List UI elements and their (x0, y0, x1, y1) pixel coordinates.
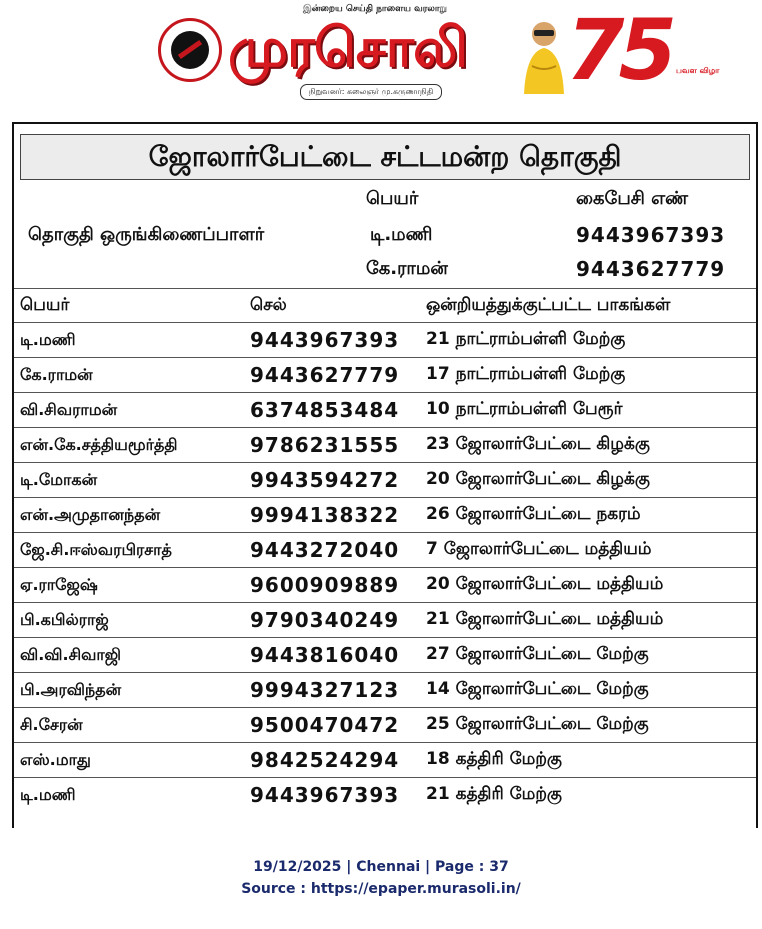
cell-phone: 9500470472 (244, 708, 420, 743)
table-row (14, 603, 756, 638)
cell-name: டி.மணி (14, 323, 244, 358)
coordinator-name: கே.ராமன் (366, 258, 448, 279)
constituency-title: ஜோலார்பேட்டை சட்டமன்ற தொகுதி (20, 134, 750, 180)
cell-name: வி.சிவராமன் (14, 393, 244, 428)
column-header-name: பெயர் (14, 289, 244, 323)
table-row (14, 323, 756, 358)
cell-parts: 26 ஜோலார்பேட்டை நகரம் (420, 498, 756, 533)
cell-phone: 9786231555 (244, 428, 420, 463)
cell-phone: 9842524294 (244, 743, 420, 778)
cell-name: டி.மோகன் (14, 463, 244, 498)
cell-name: எஸ்.மாது (14, 743, 244, 778)
cell-parts: 17 நாட்ராம்பள்ளி மேற்கு (420, 358, 756, 393)
cell-parts: 21 நாட்ராம்பள்ளி மேற்கு (420, 323, 756, 358)
cell-name: பி.அரவிந்தன் (14, 673, 244, 708)
page-footer (0, 856, 762, 900)
column-header-parts: ஒன்றியத்துக்குட்பட்ட பாகங்கள் (420, 289, 756, 323)
cell-parts: 21 கத்திரி மேற்கு (420, 778, 756, 813)
coordinator-phone: 9443627779 (576, 257, 726, 281)
founder-caption: நிறுவனர்: கலைஞர் மு.கருணாநிதி (300, 84, 442, 100)
anniversary-number: 75 (566, 1, 671, 99)
cell-phone: 9994327123 (244, 673, 420, 708)
cell-parts: 20 ஜோலார்பேட்டை மத்தியம் (420, 568, 756, 603)
cell-phone: 6374853484 (244, 393, 420, 428)
cell-parts: 23 ஜோலார்பேட்டை கிழக்கு (420, 428, 756, 463)
coordinator-section (14, 184, 756, 284)
cell-phone: 9443967393 (244, 778, 420, 813)
cell-parts: 10 நாட்ராம்பள்ளி பேரூர் (420, 393, 756, 428)
masthead (0, 0, 762, 112)
cell-parts: 7 ஜோலார்பேட்டை மத்தியம் (420, 533, 756, 568)
table-header-row (14, 289, 756, 323)
footer-date-page: 19/12/2025 | Chennai | Page : 37 (253, 859, 509, 875)
cell-phone: 9443816040 (244, 638, 420, 673)
cell-parts: 25 ஜோலார்பேட்டை மேற்கு (420, 708, 756, 743)
table-row (14, 428, 756, 463)
table-row (14, 498, 756, 533)
cell-phone: 9600909889 (244, 568, 420, 603)
coordinator-phone-header: கைபேசி எண் (576, 188, 689, 209)
leader-portrait-icon (514, 16, 572, 94)
cell-name: என்.கே.சத்தியமூர்த்தி (14, 428, 244, 463)
table-row (14, 358, 756, 393)
table-row (14, 743, 756, 778)
footer-source: Source : https://epaper.murasoli.in/ (241, 881, 521, 897)
cell-phone: 9943594272 (244, 463, 420, 498)
cell-parts: 14 ஜோலார்பேட்டை மேற்கு (420, 673, 756, 708)
cell-phone: 9994138322 (244, 498, 420, 533)
table-row (14, 638, 756, 673)
table-row (14, 778, 756, 813)
anniversary-label: பவள விழா (676, 66, 720, 75)
column-header-phone: செல் (244, 289, 420, 323)
masthead-tagline: இன்றைய செய்தி நாளைய வரலாறு (302, 4, 448, 14)
cell-parts: 21 ஜோலார்பேட்டை மத்தியம் (420, 603, 756, 638)
table-row (14, 568, 756, 603)
cell-name: கே.ராமன் (14, 358, 244, 393)
coordinator-name: டி.மணி (370, 224, 433, 245)
cell-name: சி.சேரன் (14, 708, 244, 743)
cell-name: ஜே.சி.ஈஸ்வரபிரசாத் (14, 533, 244, 568)
coordinator-name-header: பெயர் (366, 188, 419, 209)
cell-phone: 9443272040 (244, 533, 420, 568)
coordinator-role: தொகுதி ஒருங்கிணைப்பாளர் (28, 224, 265, 245)
booth-assignment-table (14, 288, 756, 812)
table-row (14, 463, 756, 498)
cell-parts: 27 ஜோலார்பேட்டை மேற்கு (420, 638, 756, 673)
constituency-table-frame (12, 122, 758, 828)
cell-name: ஏ.ராஜேஷ் (14, 568, 244, 603)
table-row (14, 393, 756, 428)
cell-name: டி.மணி (14, 778, 244, 813)
coordinator-phone: 9443967393 (576, 223, 726, 247)
cell-name: வி.வி.சிவாஜி (14, 638, 244, 673)
table-row (14, 708, 756, 743)
cell-phone: 9443967393 (244, 323, 420, 358)
cell-name: என்.அமுதானந்தன் (14, 498, 244, 533)
table-row (14, 673, 756, 708)
cell-parts: 18 கத்திரி மேற்கு (420, 743, 756, 778)
cell-phone: 9443627779 (244, 358, 420, 393)
table-row (14, 533, 756, 568)
cell-parts: 20 ஜோலார்பேட்டை கிழக்கு (420, 463, 756, 498)
newspaper-logo: முரசொலி (228, 16, 467, 79)
party-emblem-icon (158, 18, 222, 82)
cell-phone: 9790340249 (244, 603, 420, 638)
cell-name: பி.கபில்ராஜ் (14, 603, 244, 638)
